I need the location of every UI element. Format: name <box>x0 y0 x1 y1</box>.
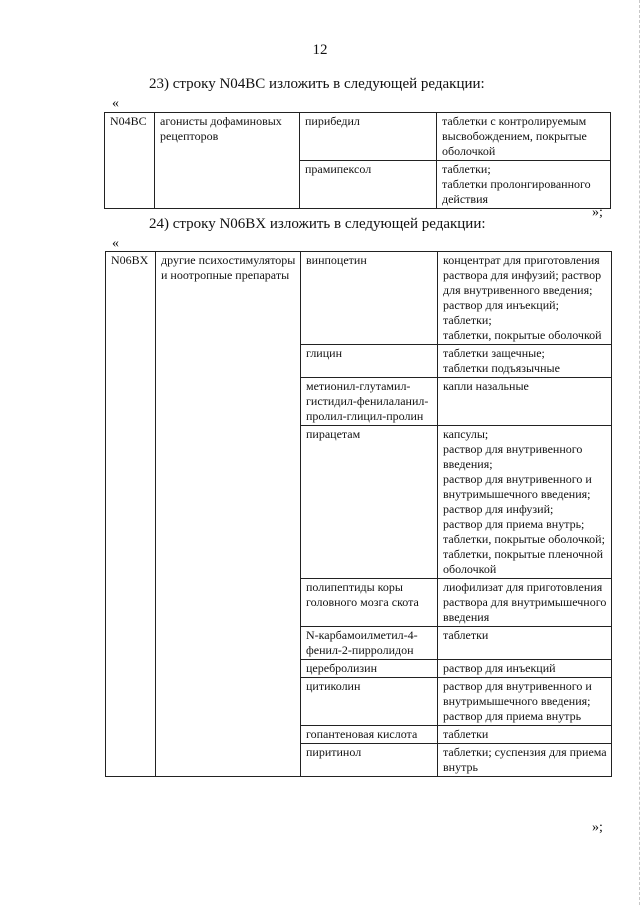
dosage-form: раствор для приема внутрь <box>443 709 582 723</box>
dosage-form: раствор для внутривенного введения; <box>443 442 583 471</box>
dosage-form: таблетки <box>443 727 489 741</box>
section-23-table <box>104 112 611 209</box>
dosage-forms <box>438 252 612 345</box>
drug-name: гопантеновая кислота <box>301 726 438 744</box>
dosage-forms <box>438 678 612 726</box>
dosage-form: таблетки, покрытые оболочкой <box>443 328 602 342</box>
page-number: 12 <box>312 42 328 58</box>
drug-name: пирибедил <box>300 113 437 161</box>
dosage-form: раствор для инфузий; <box>443 502 554 516</box>
section-24-table <box>105 251 612 777</box>
atc-code: N04BC <box>105 113 155 209</box>
drug-name: церебролизин <box>301 660 438 678</box>
dosage-forms <box>437 161 611 209</box>
atc-code: N06BX <box>106 252 156 777</box>
drug-name: глицин <box>301 345 438 378</box>
dosage-form: таблетки; суспензия для приема внутрь <box>443 745 607 774</box>
dosage-forms <box>438 627 612 660</box>
dosage-form: таблетки; <box>442 162 491 176</box>
dosage-forms <box>438 579 612 627</box>
drug-name: прамипексол <box>300 161 437 209</box>
dosage-forms <box>437 113 611 161</box>
dosage-form: таблетки <box>443 628 489 642</box>
group-name: агонисты дофаминовых рецепторов <box>155 113 300 209</box>
dosage-form: раствор для внутривенного и внутримышечного введения; <box>443 679 592 708</box>
dosage-form: раствор для приема внутрь; <box>443 517 585 531</box>
dosage-form: раствор для инъекций; <box>443 298 559 312</box>
drug-name: метионил-глутамил-гистидил-фенилаланил-пролил-глицил-пролин <box>301 378 438 426</box>
drug-name: пирацетам <box>301 426 438 579</box>
dosage-form: капли назальные <box>443 379 529 393</box>
table-row <box>105 113 611 161</box>
dosage-form: таблетки с контролируемым высвобождением, покрытые оболочкой <box>442 114 587 158</box>
dosage-form: капсулы; <box>443 427 489 441</box>
table-row <box>106 252 612 345</box>
dosage-form: таблетки подъязычные <box>443 361 560 375</box>
drug-name: винпоцетин <box>301 252 438 345</box>
dosage-forms <box>438 744 612 777</box>
section-24-open-quote: « <box>112 236 119 251</box>
dosage-form: таблетки пролонгированного действия <box>442 177 591 206</box>
group-name: другие психостимуляторы и ноотропные препараты <box>156 252 301 777</box>
section-24-heading: 24) строку N06BX изложить в следующей редакции: <box>149 216 486 232</box>
dosage-forms <box>438 378 612 426</box>
dosage-form: раствор для внутривенного и внутримышечного введения; <box>443 472 592 501</box>
dosage-form: концентрат для приготовления раствора для инфузий; раствор для внутривенного введения; <box>443 253 602 297</box>
section-24-close-quote: »; <box>592 820 603 835</box>
dosage-form: таблетки, покрытые оболочкой; <box>443 532 605 546</box>
drug-name: пиритинол <box>301 744 438 777</box>
dosage-forms <box>438 345 612 378</box>
drug-name: цитиколин <box>301 678 438 726</box>
dosage-form: лиофилизат для приготовления раствора для внутримышечного введения <box>443 580 607 624</box>
dosage-forms <box>438 660 612 678</box>
section-23-heading: 23) строку N04BC изложить в следующей редакции: <box>149 76 485 92</box>
dosage-form: таблетки; <box>443 313 492 327</box>
section-23-open-quote: « <box>112 96 119 111</box>
dosage-forms <box>438 726 612 744</box>
drug-name: N-карбамоилметил-4-фенил-2-пирролидон <box>301 627 438 660</box>
dosage-form: таблетки защечные; <box>443 346 545 360</box>
dosage-form: раствор для инъекций <box>443 661 556 675</box>
section-23-close-quote: »; <box>592 205 603 220</box>
dosage-form: таблетки, покрытые пленочной оболочкой <box>443 547 604 576</box>
drug-name: полипептиды коры головного мозга скота <box>301 579 438 627</box>
dosage-forms <box>438 426 612 579</box>
